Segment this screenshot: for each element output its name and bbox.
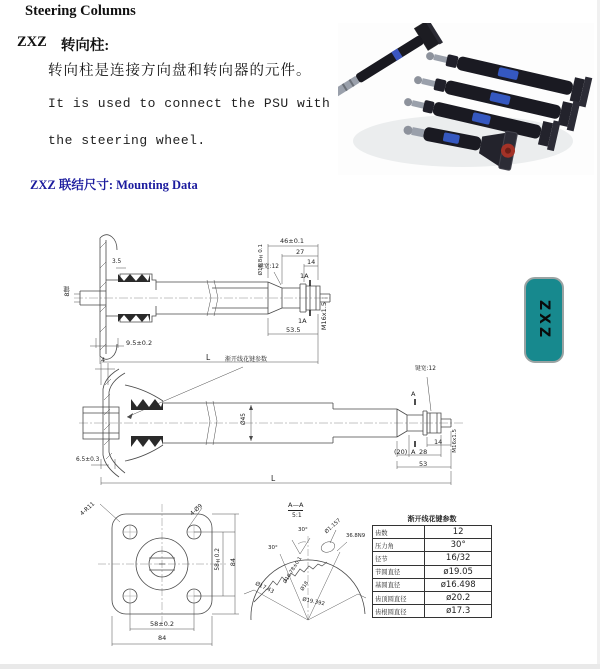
dim-4: 4 <box>101 356 106 364</box>
table-row <box>373 605 492 618</box>
param-value: ø17.3 <box>425 605 492 618</box>
fit-note: 36.8N9 <box>346 533 366 539</box>
zxz-badge-label: ZXZ <box>536 299 552 341</box>
zxz-badge <box>524 277 564 363</box>
description-en-line1: It is used to connect the PSU with <box>48 96 331 111</box>
spline-parameter-table <box>372 514 492 618</box>
dim-14: 14 <box>307 258 316 266</box>
shaft-dia: Ø18.8±0.1 <box>258 244 264 276</box>
mounting-data-label: ZXZ 联结尺寸: Mounting Data <box>30 178 198 192</box>
param-label: 压力角 <box>373 539 425 552</box>
section-mark-top: 1A <box>300 272 309 280</box>
tooth-radius: Ø1.157 <box>323 517 343 536</box>
param-label: 基圆直径 <box>373 578 425 591</box>
table-row <box>373 539 492 552</box>
drawing-2-linework <box>75 355 470 490</box>
dim-46: 46±0.1 <box>280 237 305 245</box>
dim-L-2: L <box>271 474 276 483</box>
param-label: 径节 <box>373 552 425 565</box>
table-row <box>373 578 492 591</box>
param-label: 齿顶圆直径 <box>373 591 425 604</box>
section-heading-cn: 转向柱: <box>60 38 110 54</box>
angle-30-left: 30° <box>268 545 278 551</box>
key-width-note-2: 键宽:12 <box>415 366 436 372</box>
table-row <box>373 591 492 604</box>
tube-dia: Ø45 <box>241 413 247 425</box>
drawing-spline-detail <box>240 502 375 622</box>
dia-19-392: Ø19.392 <box>301 596 326 608</box>
dim-84-vertical: 84 <box>229 558 237 567</box>
note-4-r11: 4-R11 <box>79 501 97 518</box>
dim-6-5: 6.5±0.3 <box>76 457 100 463</box>
key8-note: 8键 <box>63 286 71 297</box>
section-aa-title: A—A <box>288 501 304 509</box>
description-cn: 转向柱是连接方向盘和转向器的元件。 <box>48 63 312 79</box>
dim-53-5: 53.5 <box>286 326 301 334</box>
dia-17-43: Ø17.43 <box>254 580 275 596</box>
dim-20: (20) <box>394 448 408 456</box>
param-value: ø16.498 <box>425 578 492 591</box>
dim-9-5: 9.5±0.2 <box>126 339 153 347</box>
drawing-side-view-lower <box>75 355 470 490</box>
param-value: 30° <box>425 539 492 552</box>
table-row <box>373 552 492 565</box>
dim-14-2: 14 <box>434 438 443 446</box>
note-4-d9: 4-Ø9 <box>189 503 204 518</box>
dim-84-horizontal: 84 <box>158 634 167 642</box>
dim-3-5: 3.5 <box>112 259 122 265</box>
spline-table-title: 渐开线花键参数 <box>407 515 457 523</box>
angle-30-top: 30° <box>298 527 308 533</box>
drawing-1-linework <box>60 228 335 368</box>
dia-18: Ø18 <box>299 580 311 593</box>
table-row <box>373 526 492 539</box>
param-label: 齿数 <box>373 526 425 539</box>
page-title: Steering Columns <box>25 3 136 19</box>
thread-spec: M16x1.5 <box>320 302 328 331</box>
dim-28: 28 <box>419 448 428 456</box>
section-a-top: A <box>411 390 416 398</box>
param-value: 12 <box>425 526 492 539</box>
spline-note: 渐开线花键参数 <box>225 356 268 363</box>
dim-58-vertical: 58±0.2 <box>215 548 221 571</box>
section-aa-scale: 5:1 <box>292 512 302 519</box>
param-value: ø20.2 <box>425 591 492 604</box>
drawing-side-view-upper <box>60 228 335 368</box>
param-value: ø19.05 <box>425 565 492 578</box>
dia-16-78: Ø16.78±0.1 <box>282 555 304 585</box>
param-value: 16/32 <box>425 552 492 565</box>
dim-L-1: L <box>206 353 211 362</box>
dim-27: 27 <box>296 248 305 256</box>
dim-58-horizontal: 58±0.2 <box>150 620 175 628</box>
key-width-note: 键宽:12 <box>258 264 279 270</box>
model-code: ZXZ <box>17 34 47 50</box>
param-label: 齿根圆直径 <box>373 605 425 618</box>
param-label: 节圆直径 <box>373 565 425 578</box>
section-heading <box>17 34 109 55</box>
description-en-line2: the steering wheel. <box>48 133 206 148</box>
dim-53: 53 <box>419 460 428 468</box>
steering-columns-photo <box>338 23 594 175</box>
section-mark-bottom: 1A <box>298 317 307 325</box>
page-edge-bottom <box>0 664 600 669</box>
section-a-bottom: A <box>411 448 416 456</box>
thread-spec-2: M16x1.5 <box>452 429 458 453</box>
table-row <box>373 565 492 578</box>
drawing-flange-front <box>79 498 242 658</box>
